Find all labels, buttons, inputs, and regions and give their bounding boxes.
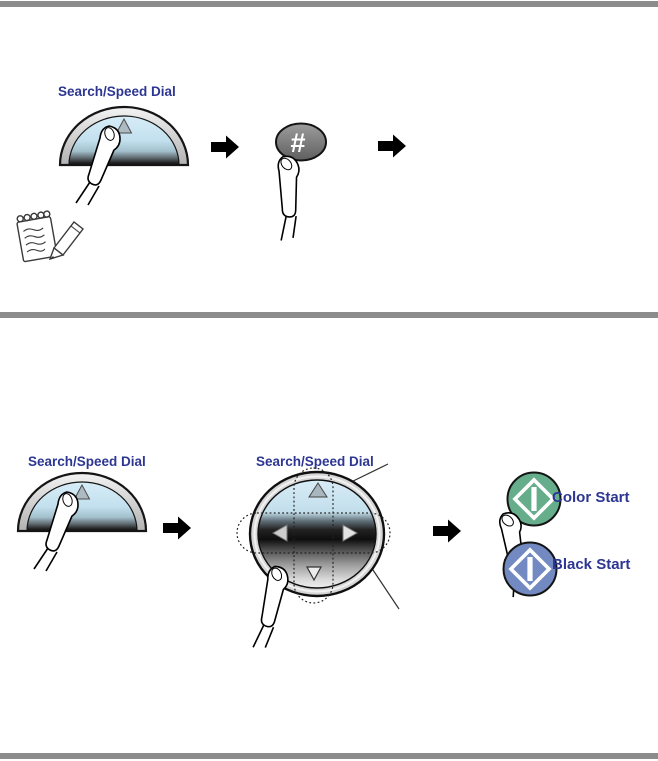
speed-dial-dome-icon (60, 107, 188, 205)
arrow-right-icon-3 (162, 516, 192, 540)
middle-divider (0, 312, 658, 318)
nav-pad (225, 462, 415, 632)
arrow-right-icon-1 (210, 135, 240, 159)
nav-pad-label: Search/Speed Dial (256, 454, 374, 469)
hash-key-glyph: # (290, 128, 306, 158)
hash-key-button (252, 112, 342, 212)
arrow-right-icon-2 (377, 134, 407, 158)
black-start-button (500, 539, 560, 599)
black-start-label: Black Start (552, 556, 631, 573)
bottom-divider (0, 753, 658, 759)
speed-dial-dome-icon (18, 473, 146, 571)
top-divider (0, 1, 658, 7)
speed-dial-button-2 (16, 470, 148, 580)
color-start-label: Color Start (552, 489, 630, 506)
speed-dial-button-1 (58, 104, 190, 214)
note-icon (10, 205, 90, 267)
speed-dial-label-2: Search/Speed Dial (28, 454, 146, 469)
finger-icon-hash (252, 153, 322, 243)
speed-dial-label-1: Search/Speed Dial (58, 84, 176, 99)
